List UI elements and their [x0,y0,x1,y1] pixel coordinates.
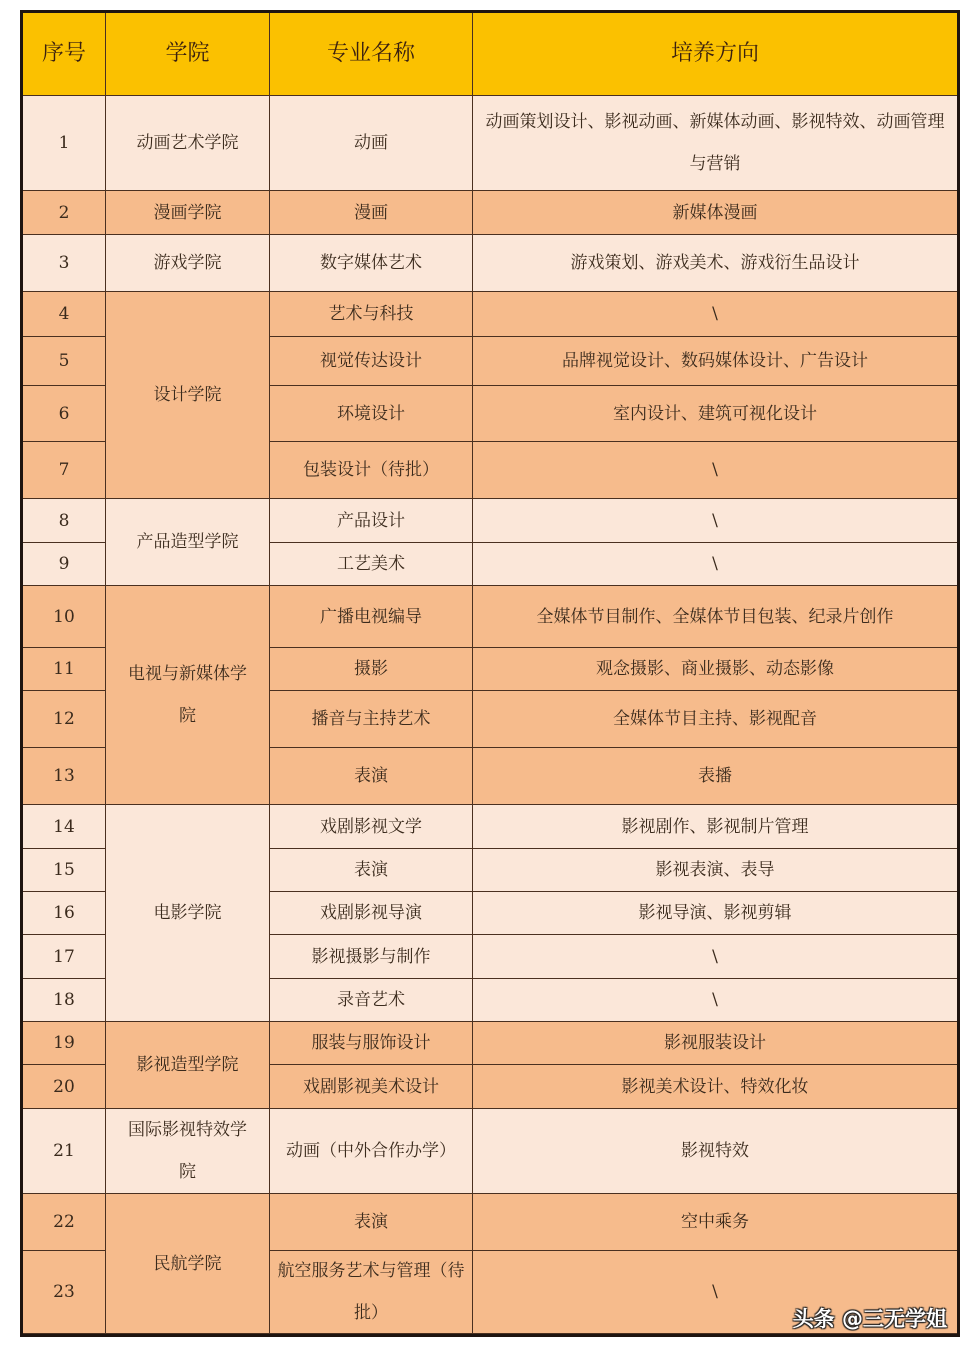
cell-major: 产品设计 [270,499,473,543]
cell-direction: 全媒体节目主持、影视配音 [473,691,957,748]
cell-college: 民航学院 [106,1194,270,1334]
cell-no: 9 [23,543,106,586]
cell-college: 电视与新媒体学院 [106,586,270,805]
cell-direction: 空中乘务 [473,1194,957,1251]
cell-no: 4 [23,292,106,337]
cell-direction: 影视服装设计 [473,1022,957,1065]
cell-major: 戏剧影视美术设计 [270,1065,473,1109]
cell-college: 动画艺术学院 [106,96,270,191]
cell-direction: 影视导演、影视剪辑 [473,892,957,935]
cell-college: 影视造型学院 [106,1022,270,1109]
cell-no: 21 [23,1109,106,1194]
cell-major: 漫画 [270,191,473,235]
cell-college: 国际影视特效学院 [106,1109,270,1194]
cell-major: 艺术与科技 [270,292,473,337]
cell-direction: 动画策划设计、影视动画、新媒体动画、影视特效、动画管理与营销 [473,96,957,191]
cell-major: 播音与主持艺术 [270,691,473,748]
cell-no: 5 [23,337,106,386]
cell-major: 动画（中外合作办学） [270,1109,473,1194]
cell-direction: \ [473,292,957,337]
cell-major: 戏剧影视文学 [270,805,473,849]
table-grid [23,13,957,1334]
cell-major: 包装设计（待批） [270,442,473,499]
cell-no: 22 [23,1194,106,1251]
cell-no: 10 [23,586,106,648]
cell-no: 3 [23,235,106,292]
cell-major: 摄影 [270,648,473,691]
cell-direction: 影视剧作、影视制片管理 [473,805,957,849]
cell-direction: \ [473,979,957,1022]
cell-major: 表演 [270,1194,473,1251]
cell-direction: 新媒体漫画 [473,191,957,235]
cell-no: 13 [23,748,106,805]
cell-direction: 影视表演、表导 [473,849,957,892]
cell-direction: 表播 [473,748,957,805]
cell-college: 游戏学院 [106,235,270,292]
cell-major: 服装与服饰设计 [270,1022,473,1065]
cell-direction: 影视美术设计、特效化妆 [473,1065,957,1109]
cell-college: 电影学院 [106,805,270,1022]
cell-major: 环境设计 [270,386,473,442]
cell-major: 动画 [270,96,473,191]
cell-major: 广播电视编导 [270,586,473,648]
cell-college: 设计学院 [106,292,270,499]
cell-no: 1 [23,96,106,191]
cell-no: 20 [23,1065,106,1109]
cell-no: 16 [23,892,106,935]
cell-direction: 室内设计、建筑可视化设计 [473,386,957,442]
cell-major: 表演 [270,849,473,892]
header-cell: 学院 [106,13,270,96]
header-cell: 专业名称 [270,13,473,96]
cell-direction: \ [473,1251,957,1334]
watermark: 头条 @三无学姐 [792,1307,947,1331]
majors-table [20,10,960,1337]
cell-major: 航空服务艺术与管理（待批） [270,1251,473,1334]
cell-direction: \ [473,935,957,979]
cell-major: 表演 [270,748,473,805]
cell-no: 6 [23,386,106,442]
cell-direction: 游戏策划、游戏美术、游戏衍生品设计 [473,235,957,292]
header-cell: 培养方向 [473,13,957,96]
cell-no: 7 [23,442,106,499]
cell-direction: \ [473,543,957,586]
cell-major: 工艺美术 [270,543,473,586]
header-cell: 序号 [23,13,106,96]
cell-no: 18 [23,979,106,1022]
cell-no: 2 [23,191,106,235]
cell-major: 数字媒体艺术 [270,235,473,292]
cell-college: 漫画学院 [106,191,270,235]
cell-no: 11 [23,648,106,691]
cell-college: 产品造型学院 [106,499,270,586]
cell-direction: 观念摄影、商业摄影、动态影像 [473,648,957,691]
cell-no: 23 [23,1251,106,1334]
cell-direction: 品牌视觉设计、数码媒体设计、广告设计 [473,337,957,386]
cell-no: 14 [23,805,106,849]
cell-major: 视觉传达设计 [270,337,473,386]
cell-direction: 影视特效 [473,1109,957,1194]
cell-major: 影视摄影与制作 [270,935,473,979]
cell-major: 录音艺术 [270,979,473,1022]
cell-direction: \ [473,442,957,499]
cell-no: 17 [23,935,106,979]
cell-direction: 全媒体节目制作、全媒体节目包装、纪录片创作 [473,586,957,648]
cell-no: 12 [23,691,106,748]
cell-no: 8 [23,499,106,543]
cell-no: 15 [23,849,106,892]
cell-major: 戏剧影视导演 [270,892,473,935]
cell-no: 19 [23,1022,106,1065]
cell-direction: \ [473,499,957,543]
